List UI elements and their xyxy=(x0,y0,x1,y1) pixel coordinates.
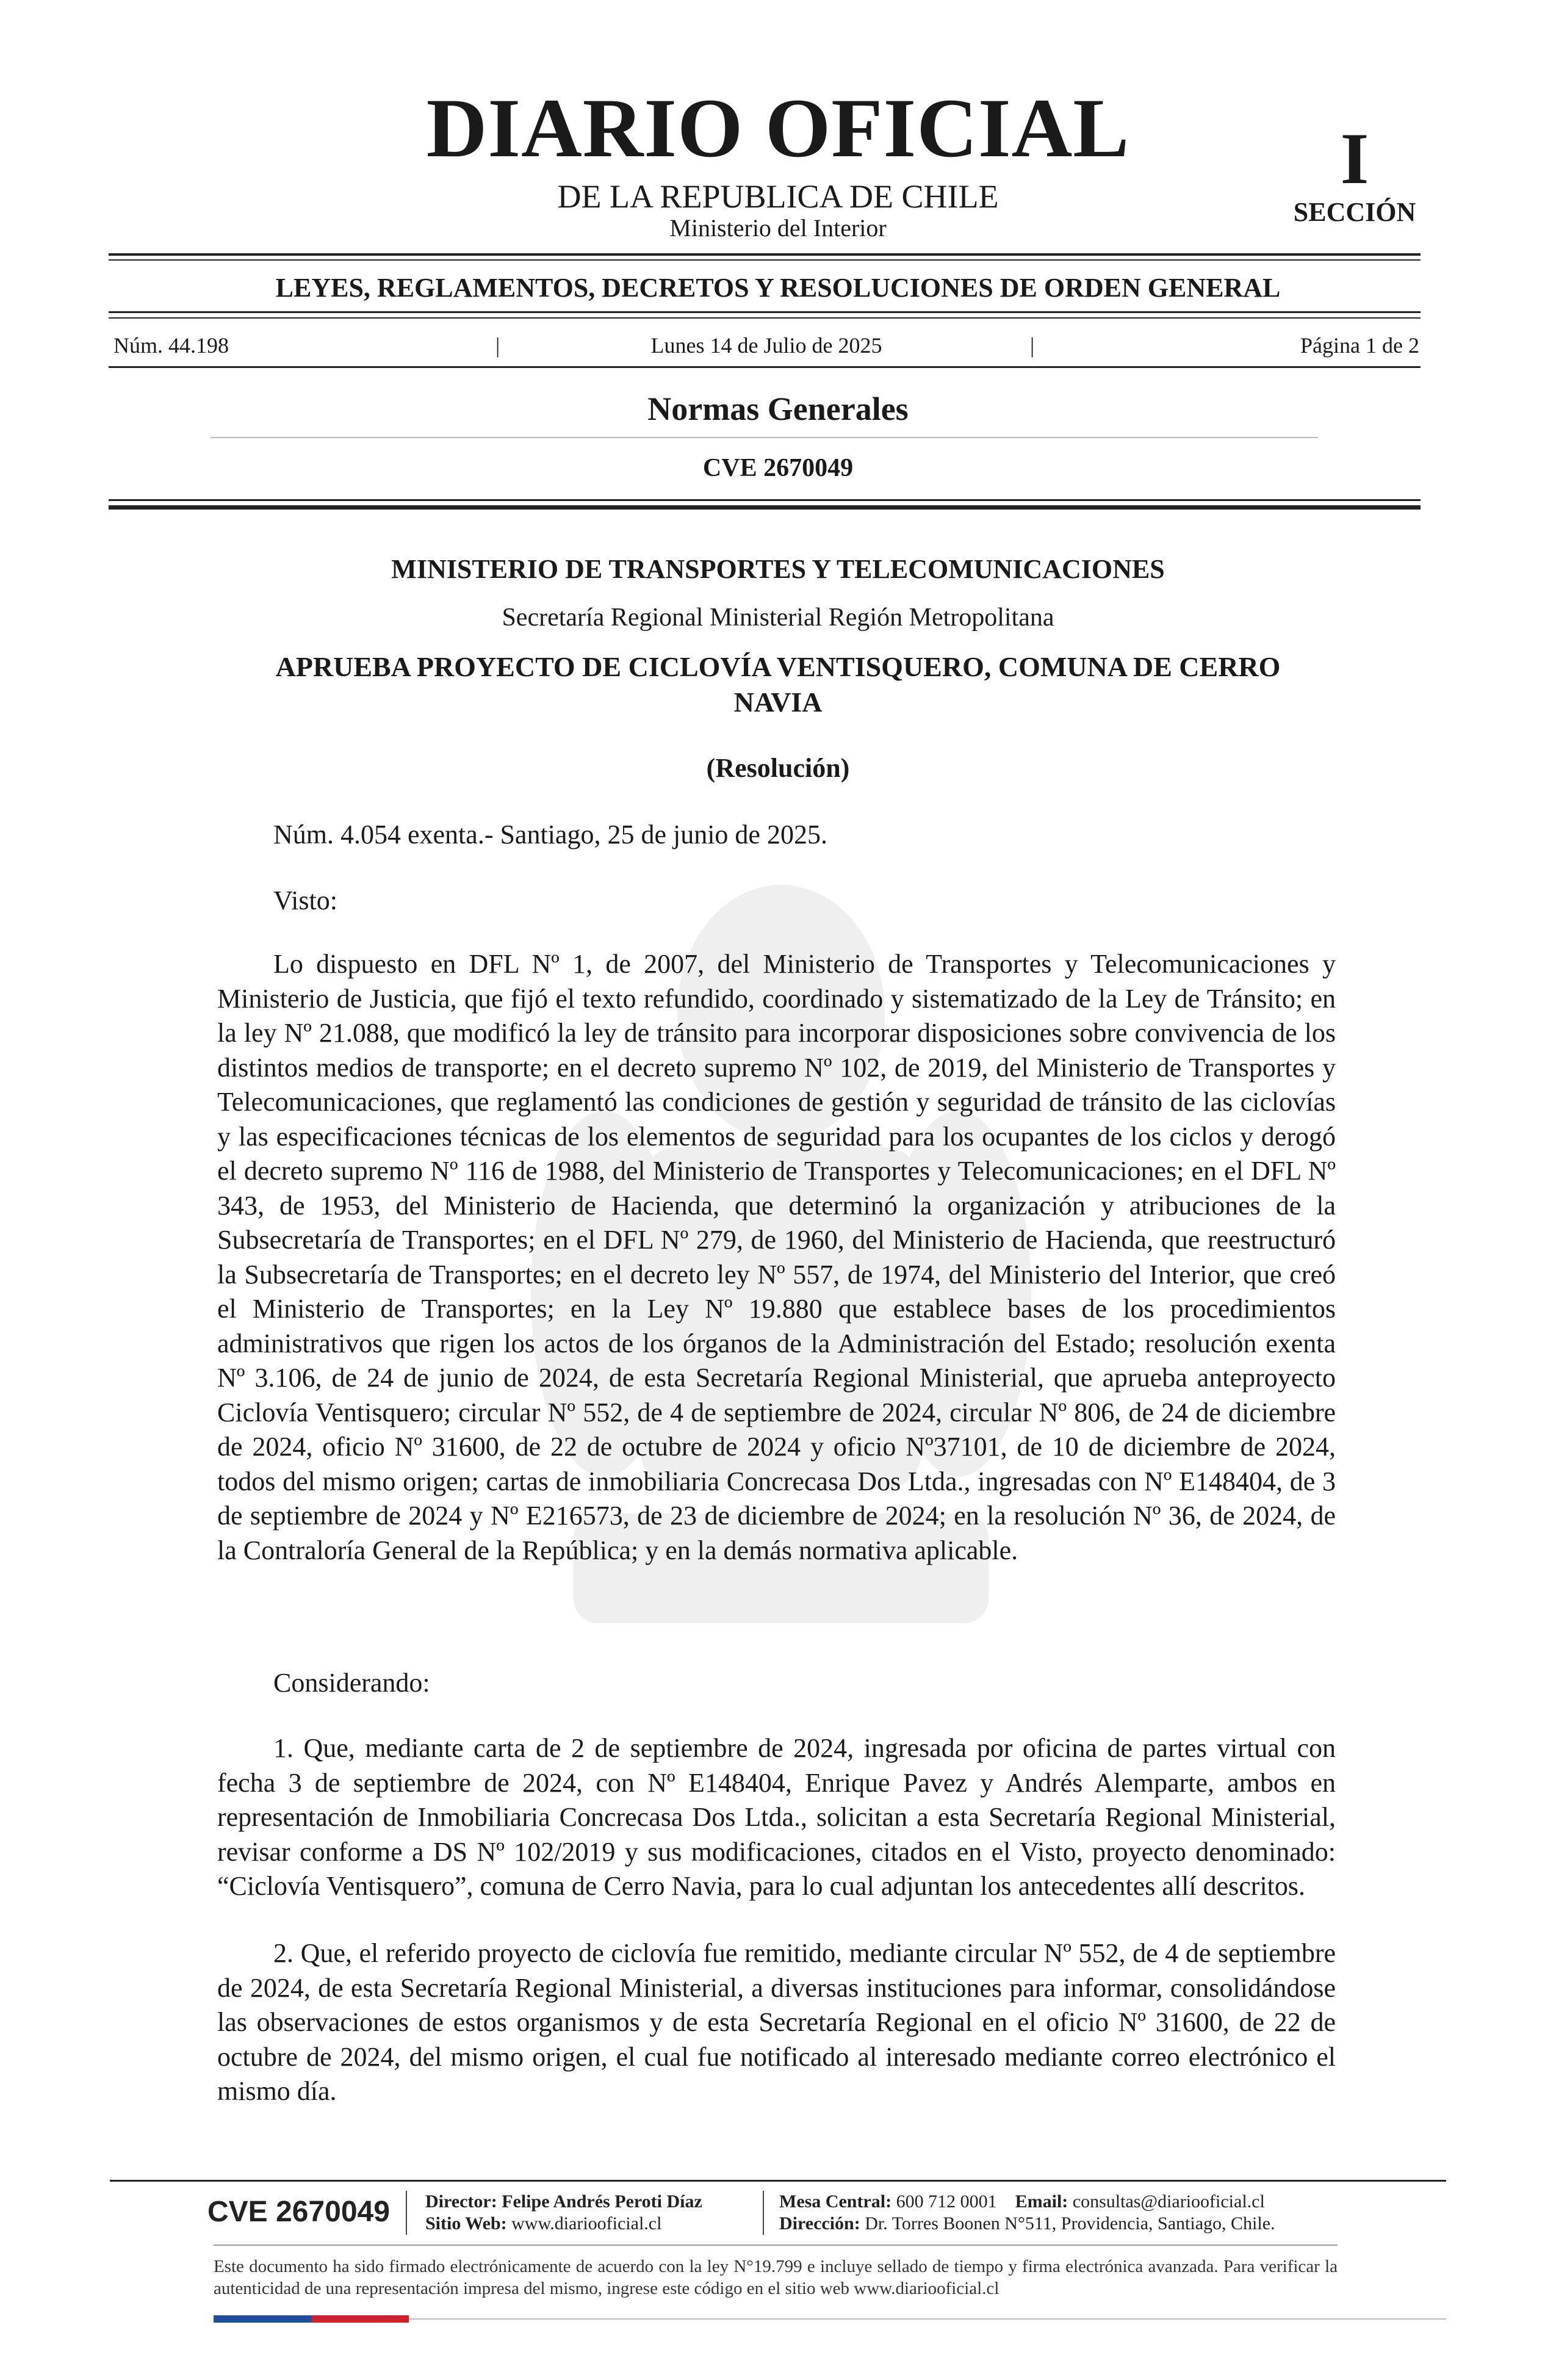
considerando-label: Considerando: xyxy=(273,1668,430,1698)
signature-note: Este documento ha sido firmado electrónicamente de acuerdo con la ley N°19.799 e incluye sellado de tiempo y firma electrónica avanzada. Para verificar la autenticidad de una representación impresa del mismo, ingrese este código en el sitio web www.diariooficial.cl xyxy=(214,2257,1338,2298)
ministry-line: Ministerio del Interior xyxy=(669,214,887,242)
considerando-paragraph-1: 1. Que, mediante carta de 2 de septiembre de 2024, ingresada por oficina de partes virtual con fecha 3 de septiembre de 2024, con Nº E148404, Enrique Pavez y Andrés Alemparte, ambos en representación de Inmobiliaria Concrecasa Dos Ltda., solicitan a esta Secretaría Regional Ministerial, revisar conforme a DS Nº 102/2019 y sus modificaciones, citados en el Visto, proyecto denominado: “Ciclovía Ventisquero”, comuna de Cerro Navia, para lo cual adjuntan los antecedentes allí descritos. xyxy=(217,1733,1336,1901)
director-name: Felipe Andrés Peroti Díaz xyxy=(502,2191,702,2212)
flag-stripe-blue xyxy=(214,2315,311,2323)
divider xyxy=(409,2318,1446,2320)
issue-number: Núm. 44.198 xyxy=(113,333,229,358)
document-type: (Resolución) xyxy=(706,753,850,783)
header-rule xyxy=(109,311,1421,313)
header-rule xyxy=(109,505,1421,510)
mesa-label: Mesa Central: xyxy=(779,2191,892,2212)
email-link[interactable]: consultas@diariooficial.cl xyxy=(1072,2191,1265,2212)
divider xyxy=(211,437,1318,438)
footer-director-block xyxy=(425,2191,702,2235)
newspaper-title: DIARIO OFICIAL xyxy=(426,81,1130,175)
header-rule xyxy=(109,253,1421,256)
mesa-phone: 600 712 0001 xyxy=(896,2191,997,2212)
issue-date: Lunes 14 de Julio de 2025 xyxy=(650,333,882,358)
considerando-paragraph-2: 2. Que, el referido proyecto de ciclovía fue remitido, mediante circular Nº 552, de 4 de septiembre de 2024, de esta Secretaría Regional Ministerial, a diversas instituciones para informar, consolidándose las observaciones de estos organismos y de esta Secretaría Regional en el oficio Nº 31600, de 22 de octubre de 2024, del mismo origen, el cual fue notificado al interesado mediante correo electrónico el mismo día. xyxy=(217,1938,1336,2106)
footer-divider xyxy=(763,2191,764,2235)
address-value: Dr. Torres Boonen N°511, Providencia, Santiago, Chile. xyxy=(865,2213,1275,2234)
separator: | xyxy=(1030,333,1035,358)
header-rule xyxy=(109,259,1421,261)
document-title: APRUEBA PROYECTO DE CICLOVÍA VENTISQUERO, COMUNA DE CERRO NAVIA xyxy=(275,651,1281,718)
section-number: I xyxy=(1340,118,1369,199)
footer-divider xyxy=(214,2245,1338,2246)
footer-cve-code: CVE 2670049 xyxy=(207,2196,390,2228)
email-label: Email: xyxy=(1015,2191,1068,2212)
separator: | xyxy=(495,333,500,358)
header-rule xyxy=(109,317,1421,319)
section-label: SECCIÓN xyxy=(1293,197,1416,227)
flag-stripe-red xyxy=(311,2315,409,2323)
category-heading: LEYES, REGLAMENTOS, DECRETOS Y RESOLUCIONES DE ORDEN GENERAL xyxy=(275,273,1281,303)
issuing-office: Secretaría Regional Ministerial Región Metropolitana xyxy=(502,604,1054,632)
director-label: Director: xyxy=(425,2191,497,2212)
page-indicator: Página 1 de 2 xyxy=(1300,333,1419,358)
website-link[interactable]: www.diariooficial.cl xyxy=(511,2213,662,2234)
visto-paragraph: Lo dispuesto en DFL Nº 1, de 2007, del Ministerio de Transportes y Telecomunicaciones y Ministerio de Justicia, que fijó el texto refundido, coordinado y sistematizado de la Ley de Tránsito; en la ley Nº 21.088, que modificó la ley de tránsito para incorporar disposiciones sobre convivencia de los distintos medios de transporte; en el decreto supremo Nº 102, de 2019, del Ministerio de Transportes y Telecomunicaciones, que reglamentó las condiciones de gestión y seguridad de tránsito de las ciclovías y las especificaciones técnicas de los elementos de seguridad para los ocupantes de los ciclos y derogó el decreto supremo Nº 116 de 1988, del Ministerio de Transportes y Telecomunicaciones; en el DFL Nº 343, de 1953, del Ministerio de Hacienda, que determinó la organización y atribuciones de la Subsecretaría de Transportes; en el DFL Nº 279, de 1960, del Ministerio de Hacienda, que reestructuró la Subsecretaría de Transportes; en el decreto ley Nº 557, de 1974, del Ministerio del Interior, que creó el Ministerio de Transportes; en la Ley Nº 19.880 que establece bases de los procedimientos administrativos que rigen los actos de los órganos de la Administración del Estado; resolución exenta Nº 3.106, de 24 de junio de 2024, de esta Secretaría Regional Ministerial, que aprueba anteproyecto Ciclovía Ventisquero; circular Nº 552, de 4 de septiembre de 2024, circular Nº 806, de 24 de diciembre de 2024, oficio Nº 31600, de 22 de octubre de 2024 y oficio Nº37101, de 10 de diciembre de 2024, todos del mismo origen; cartas de inmobiliaria Concrecasa Dos Ltda., ingresadas con Nº E148404, de 3 de septiembre de 2024 y Nº E216573, de 23 de diciembre de 2024; en la resolución Nº 36, de 2024, de la Contraloría General de la República; y en la demás normativa aplicable. xyxy=(217,949,1336,1565)
footer-rule xyxy=(110,2180,1446,2182)
norm-type-heading: Normas Generales xyxy=(647,391,909,427)
cve-code: CVE 2670049 xyxy=(702,454,854,482)
visto-label: Visto: xyxy=(273,885,337,915)
header-rule xyxy=(109,499,1421,501)
footer-contact-block xyxy=(779,2191,1275,2235)
website-label: Sitio Web: xyxy=(425,2213,507,2234)
address-label: Dirección: xyxy=(779,2213,860,2234)
issuing-ministry: MINISTERIO DE TRANSPORTES Y TELECOMUNICACIONES xyxy=(391,554,1165,584)
resolution-number: Núm. 4.054 exenta.- Santiago, 25 de junio de 2025. xyxy=(273,820,827,849)
newspaper-subtitle: DE LA REPUBLICA DE CHILE xyxy=(557,178,999,215)
footer-divider xyxy=(406,2191,407,2235)
header-rule xyxy=(109,366,1421,368)
